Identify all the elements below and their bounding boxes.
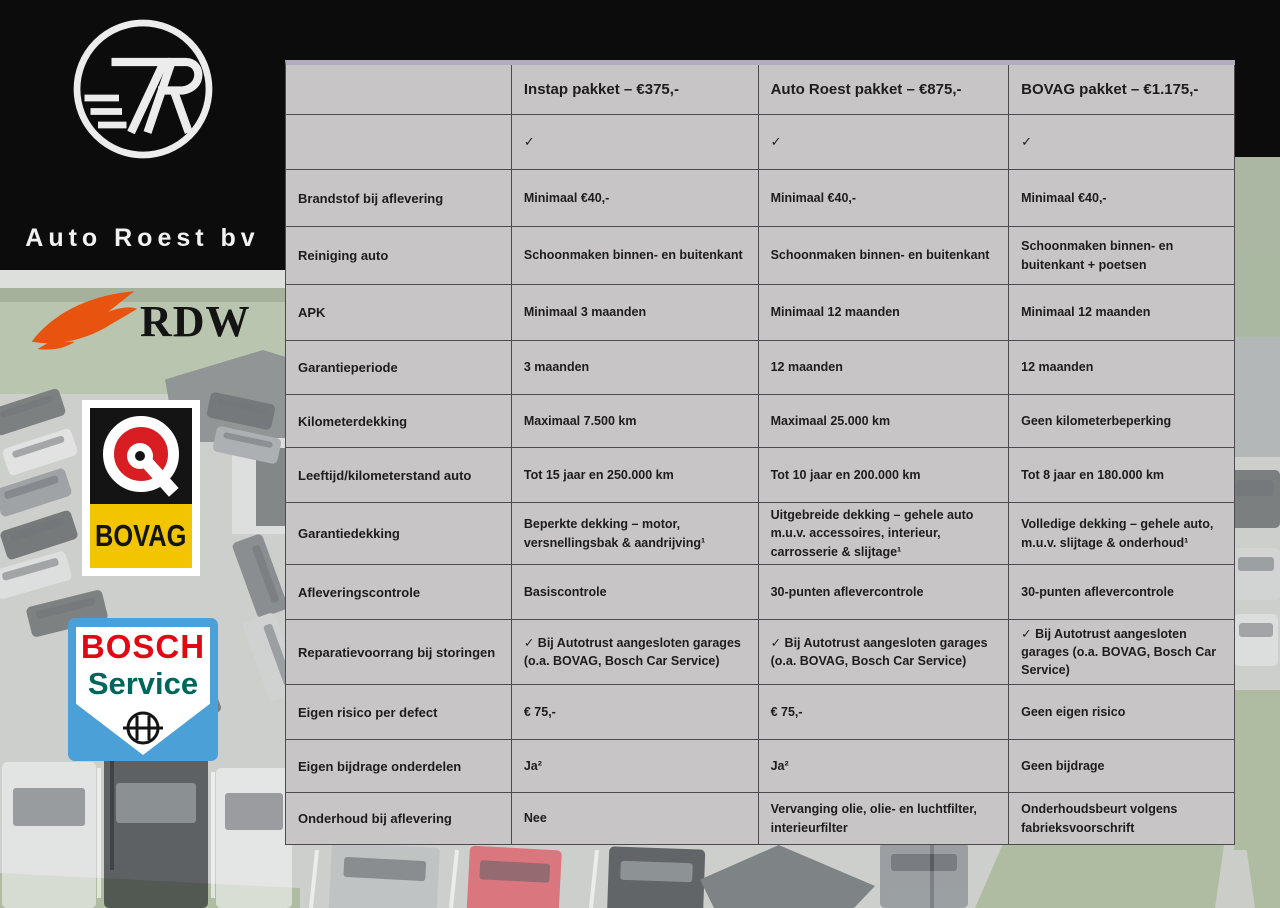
row-value: Minimaal 12 maanden	[1009, 285, 1235, 341]
row-value: Tot 10 jaar en 200.000 km	[759, 448, 1010, 503]
auto-roest-7r-icon	[68, 14, 218, 169]
bosch-armature-icon	[121, 706, 165, 755]
row-value: Ja²	[759, 740, 1010, 793]
row-value: Geen bijdrage	[1009, 740, 1235, 793]
row-value: ✓ Bij Autotrust aangesloten garages (o.a. BOVAG, Bosch Car Service)	[759, 620, 1010, 685]
row-value: 3 maanden	[512, 341, 759, 395]
row-value: Maximaal 7.500 km	[512, 395, 759, 448]
row-value: Minimaal 12 maanden	[759, 285, 1010, 341]
row-value: € 75,-	[759, 685, 1010, 740]
row-value: ✓ Bij Autotrust aangesloten garages (o.a. BOVAG, Bosch Car Service)	[512, 620, 759, 685]
row-label: Eigen risico per defect	[286, 685, 512, 740]
row-value: Schoonmaken binnen- en buitenkant	[759, 227, 1010, 285]
row-value: 30-punten aflevercontrole	[759, 565, 1010, 620]
row-value: Minimaal €40,-	[759, 170, 1010, 227]
photo-parking-line	[589, 850, 599, 908]
row-value: 30-punten aflevercontrole	[1009, 565, 1235, 620]
row-value: Tot 8 jaar en 180.000 km	[1009, 448, 1235, 503]
row-value: Minimaal €40,-	[512, 170, 759, 227]
row-value: 12 maanden	[1009, 341, 1235, 395]
photo-parking-line	[449, 850, 459, 908]
bovag-emblem-icon	[90, 408, 192, 504]
dealer-name: Auto Roest bv	[25, 224, 260, 252]
row-label: Onderhoud bij aflevering	[286, 793, 512, 845]
photo-car	[328, 842, 440, 908]
bosch-service-wordmark: Service	[87, 666, 199, 701]
row-value: Schoonmaken binnen- en buitenkant + poetsen	[1009, 227, 1235, 285]
bosch-service-logo	[68, 618, 218, 761]
photo-car	[466, 846, 562, 908]
row-label: Leeftijd/kilometerstand auto	[286, 448, 512, 503]
bovag-logo	[82, 400, 200, 576]
check-mark: ✓	[759, 115, 1010, 170]
row-label: Reiniging auto	[286, 227, 512, 285]
row-value: Schoonmaken binnen- en buitenkant	[512, 227, 759, 285]
bovag-wordmark-band	[90, 504, 192, 568]
photo-van	[880, 842, 968, 908]
row-value: Geen kilometerbeperking	[1009, 395, 1235, 448]
row-label: APK	[286, 285, 512, 341]
row-value: Maximaal 25.000 km	[759, 395, 1010, 448]
photo-car	[216, 768, 292, 908]
auto-roest-logo-block	[0, 0, 285, 270]
photo-covered-car	[700, 845, 875, 908]
row-value: Minimaal €40,-	[1009, 170, 1235, 227]
photo-parking-line	[211, 772, 215, 898]
row-value: Geen eigen risico	[1009, 685, 1235, 740]
package-header-auto-roest: Auto Roest pakket – €875,-	[759, 65, 1010, 115]
row-value: Nee	[512, 793, 759, 845]
row-label: Garantieperiode	[286, 341, 512, 395]
row-value: 12 maanden	[759, 341, 1010, 395]
photo-car	[607, 846, 706, 908]
check-mark: ✓	[512, 115, 759, 170]
photo-car	[2, 762, 96, 908]
row-label: Reparatievoorrang bij storingen	[286, 620, 512, 685]
photo-car	[104, 756, 208, 908]
bovag-wordmark: BOVAG	[95, 518, 187, 553]
row-value: Vervanging olie, olie- en luchtfilter, interieurfilter	[759, 793, 1010, 845]
row-value: Uitgebreide dekking – gehele auto m.u.v. accessoires, interieur, carrosserie & slijtage¹	[759, 503, 1010, 565]
row-label: Kilometerdekking	[286, 395, 512, 448]
package-header-instap: Instap pakket – €375,-	[512, 65, 759, 115]
row-value: € 75,-	[512, 685, 759, 740]
check-mark: ✓	[1009, 115, 1235, 170]
check-row-label	[286, 115, 512, 170]
package-header-bovag: BOVAG pakket – €1.175,-	[1009, 65, 1235, 115]
row-value: Volledige dekking – gehele auto, m.u.v. slijtage & onderhoud¹	[1009, 503, 1235, 565]
row-value: Basiscontrole	[512, 565, 759, 620]
row-label: Garantiedekking	[286, 503, 512, 565]
row-value: Beperkte dekking – motor, versnellingsbak & aandrijving¹	[512, 503, 759, 565]
row-value: Tot 15 jaar en 250.000 km	[512, 448, 759, 503]
row-value: Onderhoudsbeurt volgens fabrieksvoorschrift	[1009, 793, 1235, 845]
photo-parking-line	[97, 768, 101, 898]
comparison-table	[285, 60, 1235, 845]
photo-parking-line	[309, 850, 319, 908]
row-value: ✓ Bij Autotrust aangesloten garages (o.a. BOVAG, Bosch Car Service)	[1009, 620, 1235, 685]
row-label: Afleveringscontrole	[286, 565, 512, 620]
table-corner-cell	[286, 65, 512, 115]
rdw-flame-icon	[28, 286, 140, 358]
row-value: Minimaal 3 maanden	[512, 285, 759, 341]
row-label: Eigen bijdrage onderdelen	[286, 740, 512, 793]
rdw-wordmark: RDW	[140, 297, 251, 346]
row-label: Brandstof bij aflevering	[286, 170, 512, 227]
row-value: Ja²	[512, 740, 759, 793]
bosch-wordmark: BOSCH	[80, 628, 206, 665]
rdw-logo	[28, 284, 258, 362]
